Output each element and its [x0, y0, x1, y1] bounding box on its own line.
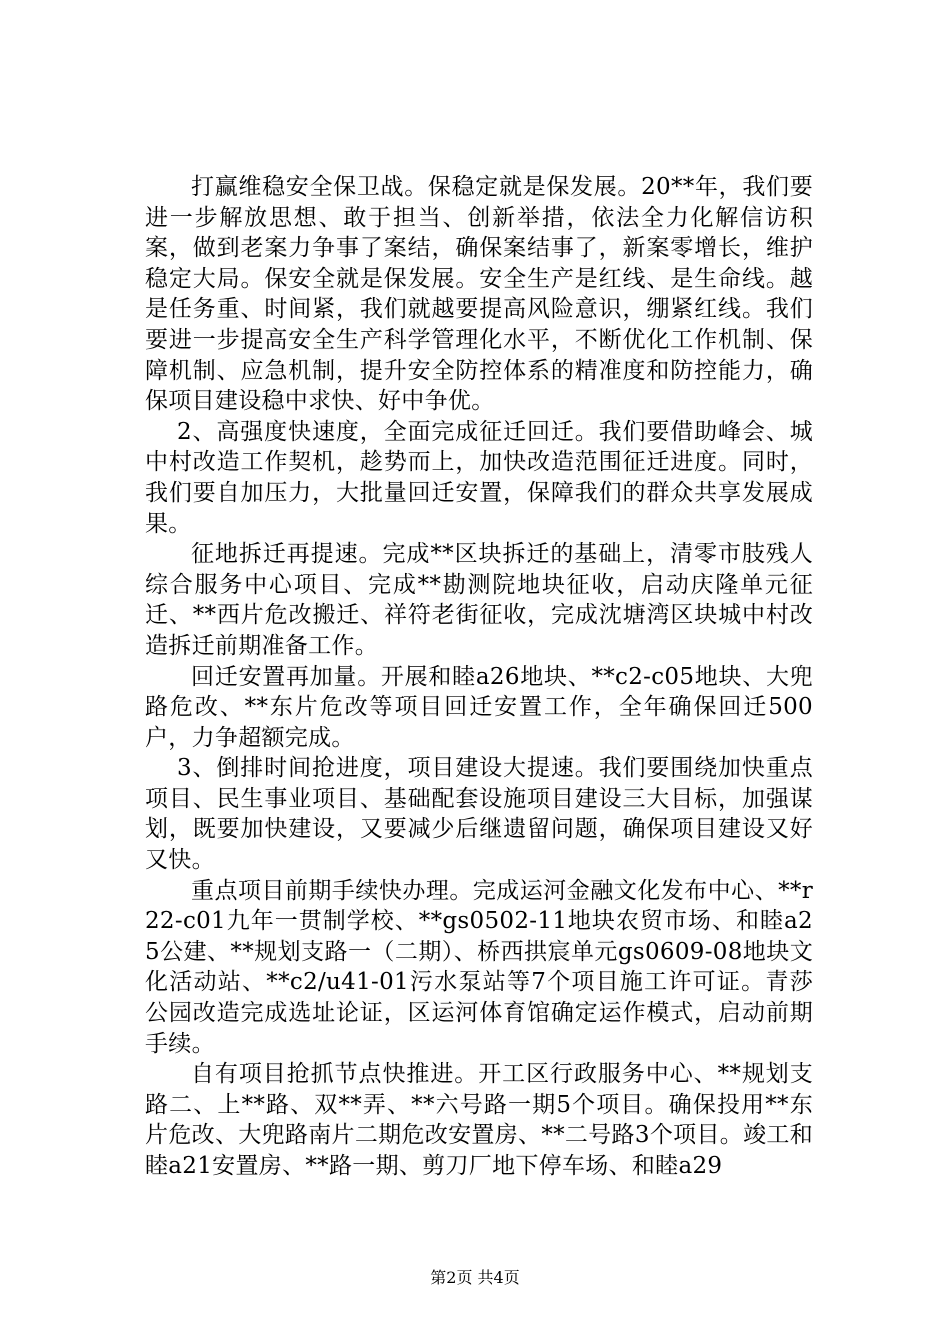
document-body: [145, 172, 813, 1182]
paragraph-key-projects: 重点项目前期手续快办理。完成运河金融文化发布中心、**r22-c01九年一贯制学校、**gs0502-11地块农贸市场、和睦a25公建、**规划支路一（二期）、桥西拱宸单元gs0609-08地块文化活动站、**c2/u41-01污水泵站等7个项目施工许可证。青莎公园改造完成选址论证，区运河体育馆确定运作模式，启动前期手续。: [145, 877, 813, 1057]
page-footer: 第2页 共4页: [430, 1268, 520, 1287]
paragraph-stability-safety: 打赢维稳安全保卫战。保稳定就是保发展。20**年，我们要进一步解放思想、敢于担当、创新举措，依法全力化解信访积案，做到老案力争事了案结，确保案结事了，新案零增长，维护稳定大局。保安全就是保发展。安全生产是红线、是生命线。越是任务重、时间紧，我们就越要提高风险意识，绷紧红线。我们要进一步提高安全生产科学管理化水平，不断优化工作机制、保障机制、应急机制，提升安全防控体系的精准度和防控能力，确保项目建设稳中求快、好中争优。: [145, 174, 813, 415]
paragraph-resettlement: 回迁安置再加量。开展和睦a26地块、**c2-c05地块、大兜路危改、**东片危改等项目回迁安置工作，全年确保回迁500户，力争超额完成。: [145, 663, 813, 751]
paragraph-land-acquisition: 征地拆迁再提速。完成**区块拆迁的基础上，清零市肢残人综合服务中心项目、完成**勘测院地块征收，启动庆隆单元征迁、**西片危改搬迁、祥符老街征收，完成沈塘湾区块城中村改造拆迁前期准备工作。: [145, 541, 813, 659]
paragraph-own-projects: 自有项目抢抓节点快推进。开工区行政服务中心、**规划支路二、上**路、双**弄、**六号路一期5个项目。确保投用**东片危改、大兜路南片二期危改安置房、**二号路3个项目。竣工和睦a21安置房、**路一期、剪刀厂地下停车场、和睦a29: [145, 1061, 813, 1179]
paragraph-section-3-heading: 3、倒排时间抢进度，项目建设大提速。我们要围绕加快重点项目、民生事业项目、基础配套设施项目建设三大目标，加强谋划，既要加快建设，又要减少后继遗留问题，确保项目建设又好又快。: [145, 755, 813, 874]
paragraph-section-2-heading: 2、高强度快速度，全面完成征迁回迁。我们要借助峰会、城中村改造工作契机，趁势而上，加快改造范围征迁进度。同时，我们要自加压力，大批量回迁安置，保障我们的群众共享发展成果。: [145, 418, 813, 537]
